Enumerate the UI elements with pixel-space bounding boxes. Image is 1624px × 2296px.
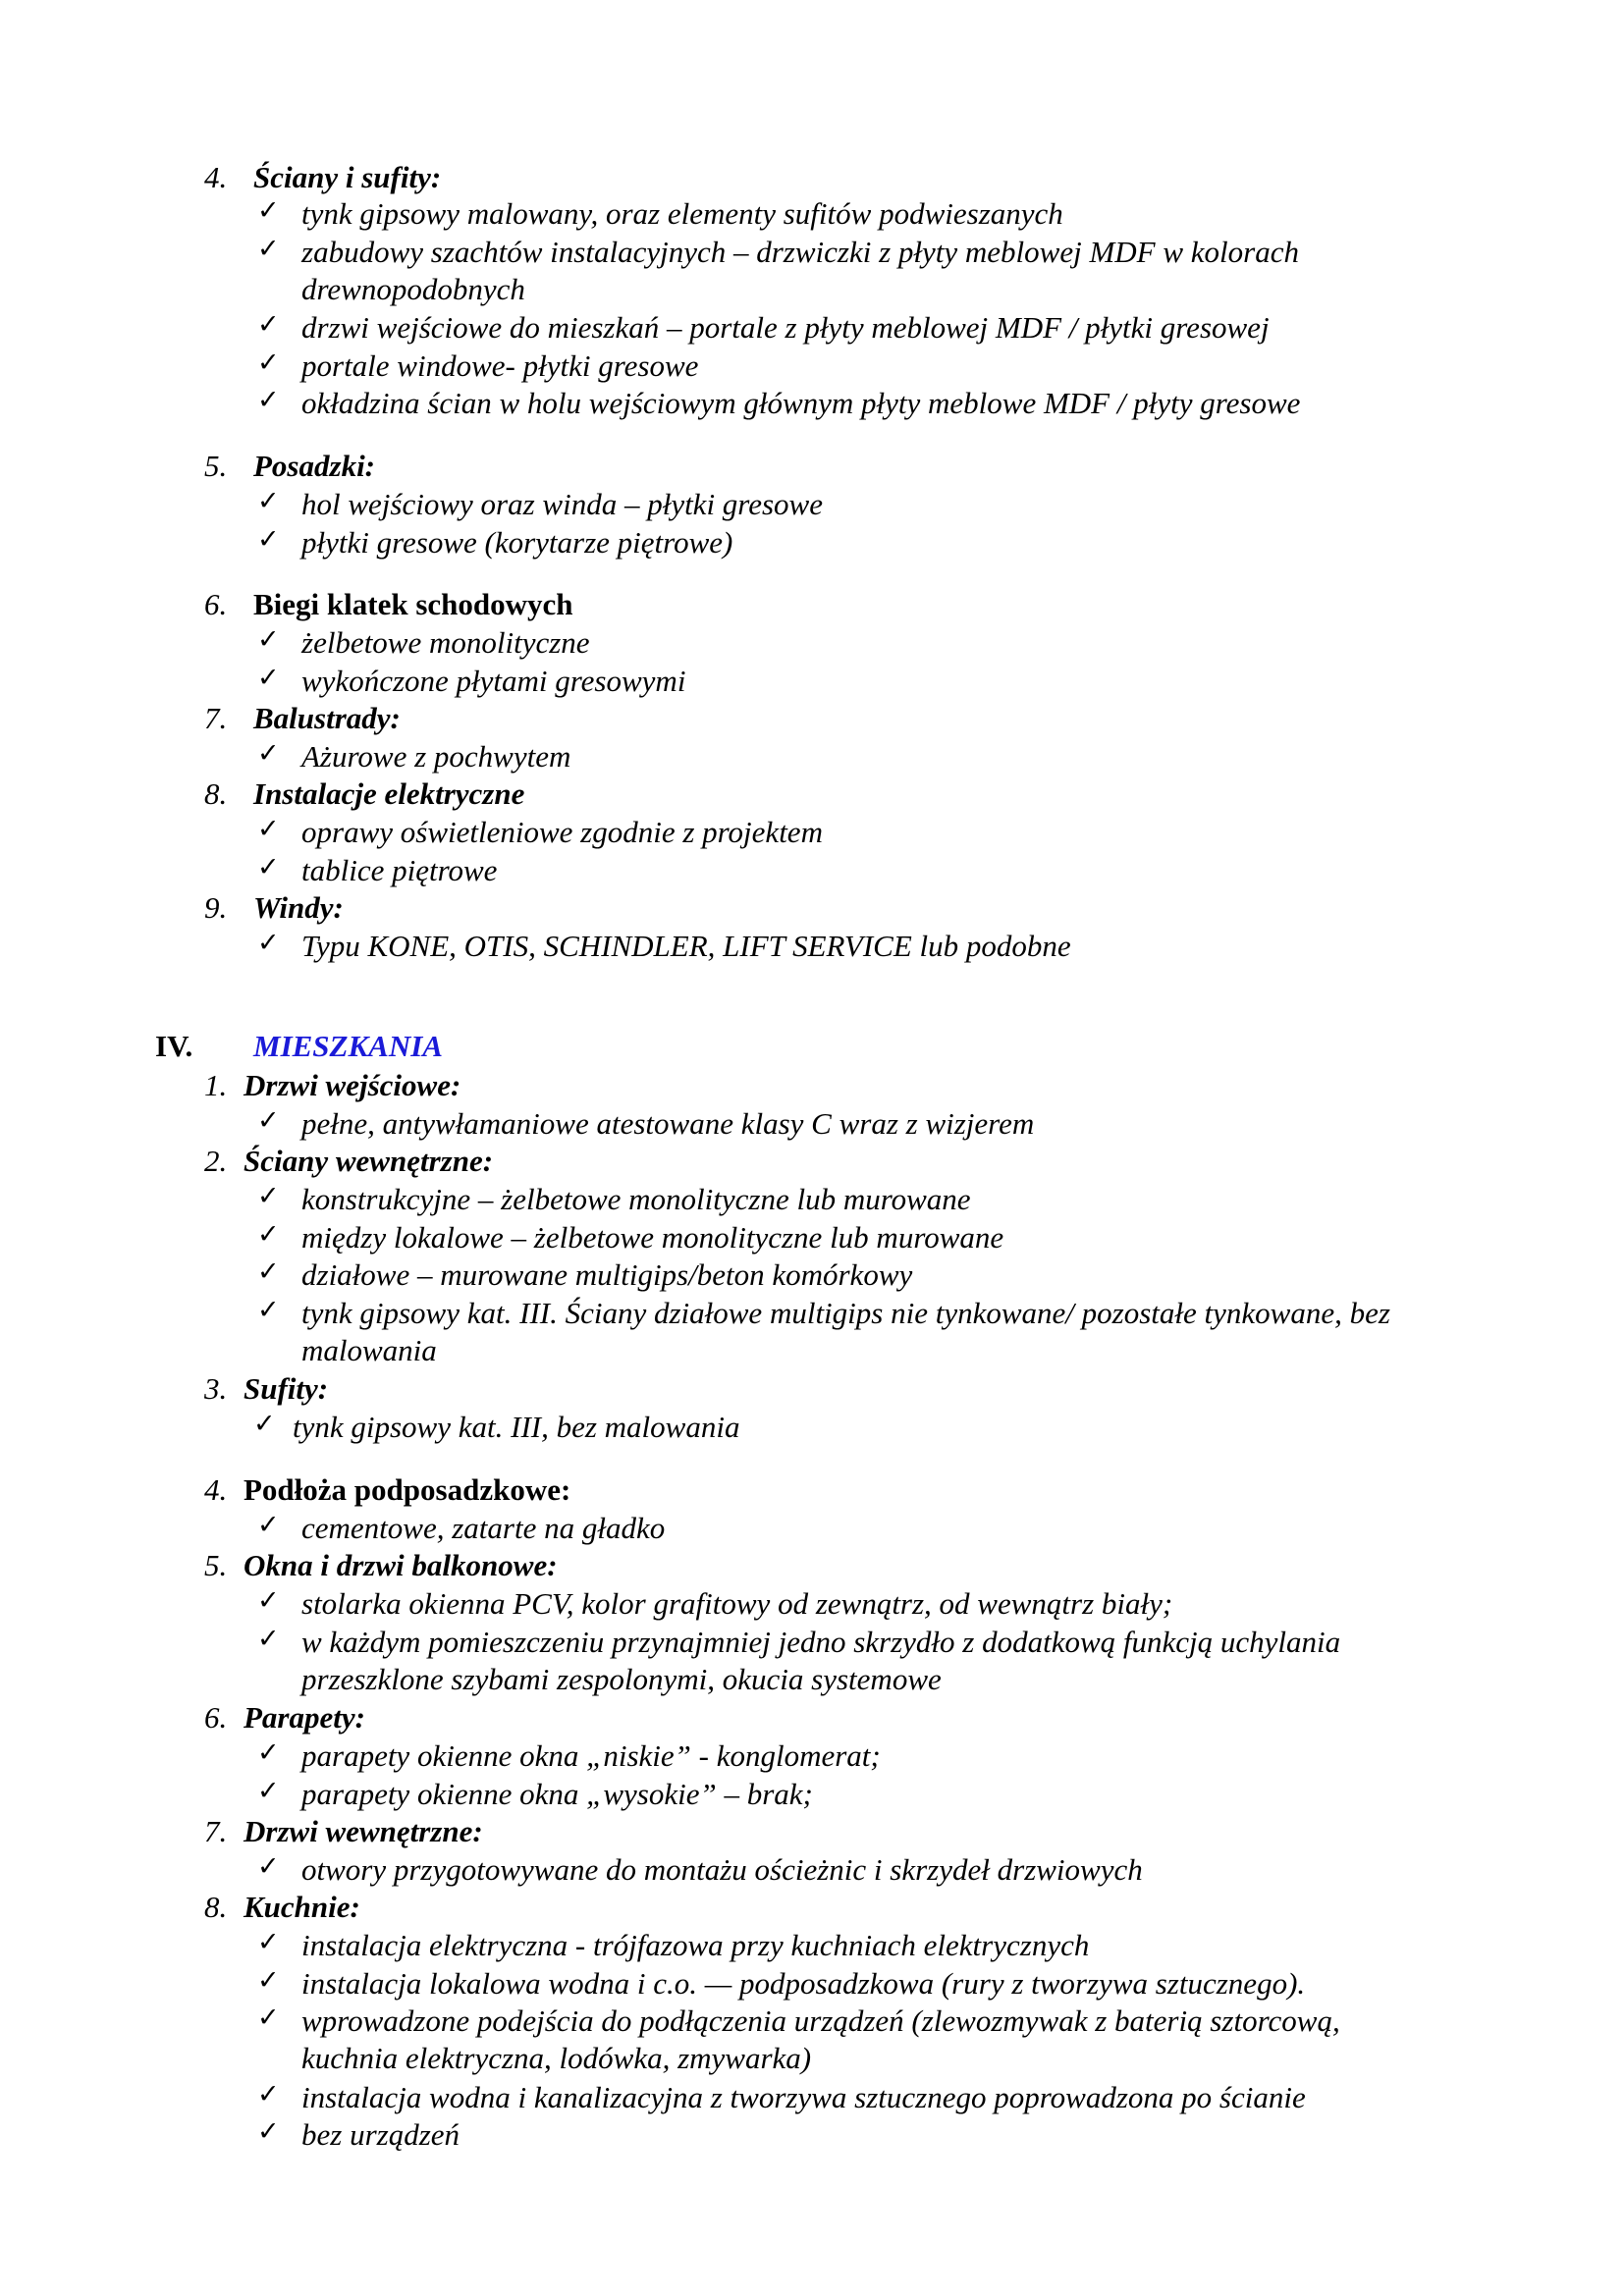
list-heading: Sufity: (244, 1371, 329, 1406)
check-icon: ✓ (257, 1737, 280, 1768)
list-number: 7. (204, 1814, 228, 1848)
list-item: portale windowe- płytki gresowe (301, 348, 699, 383)
check-icon: ✓ (257, 928, 280, 958)
list-item: zabudowy szachtów instalacyjnych – drzwiczki z płyty meblowej MDF w kolorach (301, 235, 1299, 269)
check-icon: ✓ (257, 2116, 280, 2147)
list-number: 4. (204, 1472, 228, 1507)
list-heading: Okna i drzwi balkonowe: (244, 1548, 558, 1582)
check-icon: ✓ (257, 195, 280, 226)
check-icon: ✓ (257, 738, 280, 769)
check-icon: ✓ (257, 1105, 280, 1136)
list-item: cementowe, zatarte na gładko (301, 1511, 666, 1545)
list-item: płytki gresowe (korytarze piętrowe) (301, 525, 733, 560)
check-icon: ✓ (257, 1181, 280, 1211)
check-icon: ✓ (257, 1927, 280, 1957)
list-heading: Posadzki: (253, 449, 375, 483)
list-item: Typu KONE, OTIS, SCHINDLER, LIFT SERVICE lub podobne (301, 929, 1071, 963)
list-item: konstrukcyjne – żelbetowe monolityczne lub murowane (301, 1182, 971, 1216)
list-heading: Drzwi wejściowe: (244, 1068, 461, 1102)
check-icon: ✓ (257, 1256, 280, 1287)
check-icon: ✓ (257, 385, 280, 415)
list-item: między lokalowe – żelbetowe monolityczne lub murowane (301, 1220, 1004, 1255)
check-icon: ✓ (253, 1409, 276, 1439)
list-item: w każdym pomieszczeniu przynajmniej jedno skrzydło z dodatkową funkcją uchylania (301, 1625, 1341, 1659)
check-icon: ✓ (257, 1585, 280, 1616)
list-number: 2. (204, 1144, 228, 1178)
check-icon: ✓ (257, 814, 280, 844)
list-item: parapety okienne okna „wysokie” – brak; (301, 1777, 813, 1811)
list-item: instalacja wodna i kanalizacyjna z tworzywa sztucznego poprowadzona po ścianie (301, 2080, 1306, 2114)
check-icon: ✓ (257, 2002, 280, 2033)
list-number: 7. (204, 701, 228, 735)
list-item: parapety okienne okna „niskie” - konglomerat; (301, 1738, 881, 1773)
check-icon: ✓ (257, 852, 280, 882)
list-item: wprowadzone podejścia do podłączenia urządzeń (zlewozmywak z baterią sztorcową, (301, 2003, 1340, 2038)
list-heading: Balustrady: (253, 701, 401, 735)
list-heading: Drzwi wewnętrzne: (244, 1814, 483, 1848)
list-heading: Instalacje elektryczne (253, 776, 525, 811)
section-number: IV. (155, 1029, 193, 1063)
list-item: wykończone płytami gresowymi (301, 664, 686, 698)
list-heading: Ściany wewnętrzne: (244, 1144, 494, 1178)
list-heading: Windy: (253, 890, 344, 925)
list-item: instalacja elektryczna - trójfazowa przy kuchniach elektrycznych (301, 1928, 1090, 1962)
list-item: żelbetowe monolityczne (301, 625, 590, 660)
check-icon: ✓ (257, 234, 280, 264)
list-number: 9. (204, 890, 228, 925)
list-number: 5. (204, 1548, 228, 1582)
list-number: 5. (204, 449, 228, 483)
list-item-continuation: malowania (301, 1333, 437, 1367)
check-icon: ✓ (257, 1219, 280, 1250)
check-icon: ✓ (257, 1295, 280, 1325)
check-icon: ✓ (257, 2079, 280, 2109)
list-item: tynk gipsowy kat. III, bez malowania (293, 1410, 740, 1444)
list-number: 1. (204, 1068, 228, 1102)
check-icon: ✓ (257, 524, 280, 555)
check-icon: ✓ (257, 663, 280, 693)
check-icon: ✓ (257, 309, 280, 340)
list-item: tynk gipsowy malowany, oraz elementy sufitów podwieszanych (301, 196, 1063, 231)
list-heading: Biegi klatek schodowych (253, 587, 573, 621)
list-item: działowe – murowane multigips/beton komórkowy (301, 1257, 913, 1292)
check-icon: ✓ (257, 1851, 280, 1882)
check-icon: ✓ (257, 347, 280, 378)
list-item: tablice piętrowe (301, 853, 498, 887)
section-title: MIESZKANIA (253, 1029, 443, 1063)
list-item: pełne, antywłamaniowe atestowane klasy C wraz z wizjerem (301, 1106, 1035, 1141)
list-item: drzwi wejściowe do mieszkań – portale z płyty meblowej MDF / płytki gresowej (301, 310, 1270, 345)
list-number: 6. (204, 1700, 228, 1735)
list-item: hol wejściowy oraz winda – płytki gresowe (301, 487, 823, 521)
check-icon: ✓ (257, 486, 280, 516)
check-icon: ✓ (257, 1510, 280, 1540)
list-item-continuation: drewnopodobnych (301, 272, 525, 306)
list-heading: Kuchnie: (244, 1890, 360, 1924)
list-item: Ażurowe z pochwytem (301, 739, 571, 774)
list-item: otwory przygotowywane do montażu ościeżnic i skrzydeł drzwiowych (301, 1852, 1143, 1887)
list-heading: Podłoża podposadzkowe: (244, 1472, 571, 1507)
list-heading: Ściany i sufity: (253, 160, 442, 194)
list-item: okładzina ścian w holu wejściowym głównym płyty meblowe MDF / płyty gresowe (301, 386, 1301, 420)
list-item-continuation: przeszklone szybami zespolonymi, okucia systemowe (301, 1662, 942, 1696)
list-number: 3. (204, 1371, 228, 1406)
list-item: bez urządzeń (301, 2117, 460, 2152)
check-icon: ✓ (257, 1776, 280, 1806)
list-item: oprawy oświetleniowe zgodnie z projektem (301, 815, 823, 849)
list-number: 6. (204, 587, 228, 621)
list-item: instalacja lokalowa wodna i c.o. — podposadzkowa (rury z tworzywa sztucznego). (301, 1966, 1306, 2001)
list-item-continuation: kuchnia elektryczna, lodówka, zmywarka) (301, 2041, 812, 2075)
check-icon: ✓ (257, 1624, 280, 1654)
list-number: 8. (204, 1890, 228, 1924)
list-item: stolarka okienna PCV, kolor grafitowy od zewnątrz, od wewnątrz biały; (301, 1586, 1173, 1621)
list-number: 8. (204, 776, 228, 811)
check-icon: ✓ (257, 624, 280, 655)
list-heading: Parapety: (244, 1700, 365, 1735)
list-number: 4. (204, 160, 228, 194)
list-item: tynk gipsowy kat. III. Ściany działowe multigips nie tynkowane/ pozostałe tynkowane, bez (301, 1296, 1390, 1330)
check-icon: ✓ (257, 1965, 280, 1996)
